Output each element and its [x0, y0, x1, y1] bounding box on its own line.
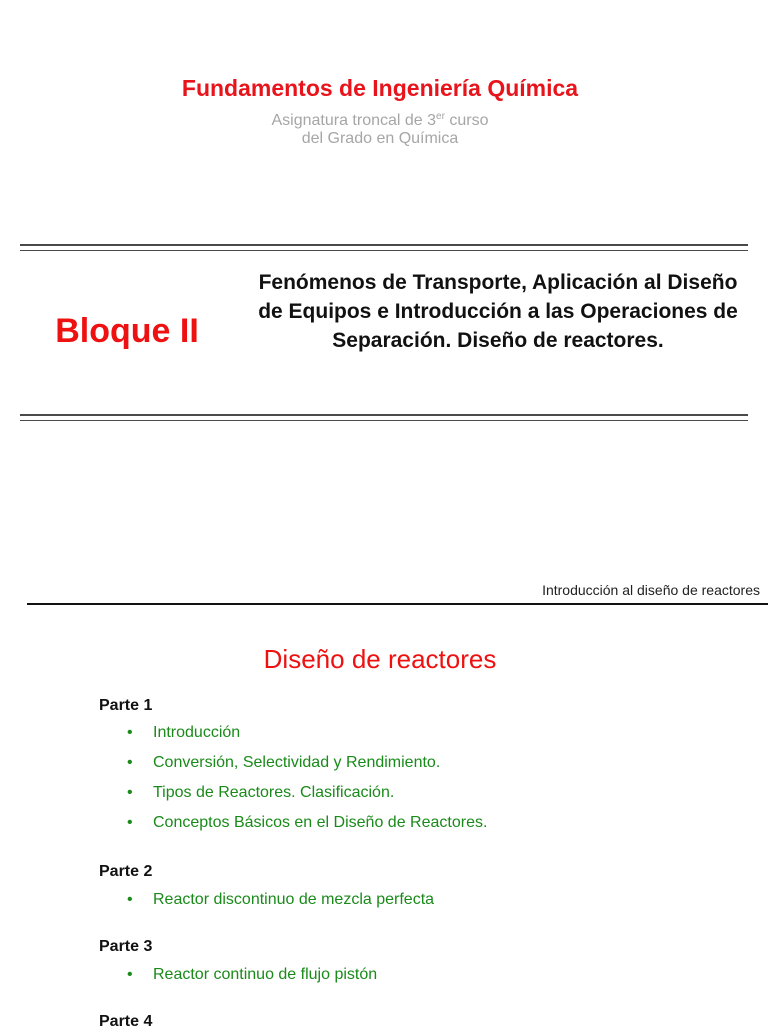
block-label: Bloque II — [55, 312, 199, 350]
block-description: Fenómenos de Transporte, Aplicación al Diseño de Equipos e Introducción a las Operaciones de Separación. Diseño de reactores. — [258, 271, 738, 352]
list-item: • Introducción — [127, 724, 241, 741]
slide-header: Introducción al diseño de reactores — [542, 582, 760, 598]
list-item: • Reactor continuo de flujo pistón — [127, 966, 378, 983]
section-title: Diseño de reactores — [263, 644, 497, 674]
divider-top — [20, 244, 748, 251]
bullet-icon: • — [127, 754, 133, 771]
bullet-icon: • — [127, 966, 133, 983]
list-item: • Conceptos Básicos en el Diseño de Reactores. — [127, 814, 488, 831]
list-item: • Reactor discontinuo de mezcla perfecta — [127, 891, 435, 908]
part-3-list — [127, 965, 377, 995]
part-label: Parte 2 — [99, 863, 153, 880]
bullet-icon: • — [127, 724, 133, 741]
part-1-list — [127, 723, 487, 843]
part-label: Parte 4 — [99, 1013, 153, 1030]
list-item: • Tipos de Reactores. Clasificación. — [127, 784, 395, 801]
divider-bottom — [20, 414, 748, 421]
list-item: • Conversión, Selectividad y Rendimiento. — [127, 754, 441, 771]
part-2-list — [127, 890, 434, 920]
header-divider — [27, 603, 768, 605]
bullet-icon: • — [127, 814, 133, 831]
bullet-icon: • — [127, 891, 133, 908]
course-title: Fundamentos de Ingeniería Química — [181, 75, 579, 101]
subtitle-line-2: del Grado en Química — [301, 130, 459, 147]
part-label: Parte 3 — [99, 938, 153, 955]
part-label: Parte 1 — [99, 697, 153, 714]
bullet-icon: • — [127, 784, 133, 801]
subtitle-line-1: Asignatura troncal de 3er curso — [271, 111, 489, 129]
